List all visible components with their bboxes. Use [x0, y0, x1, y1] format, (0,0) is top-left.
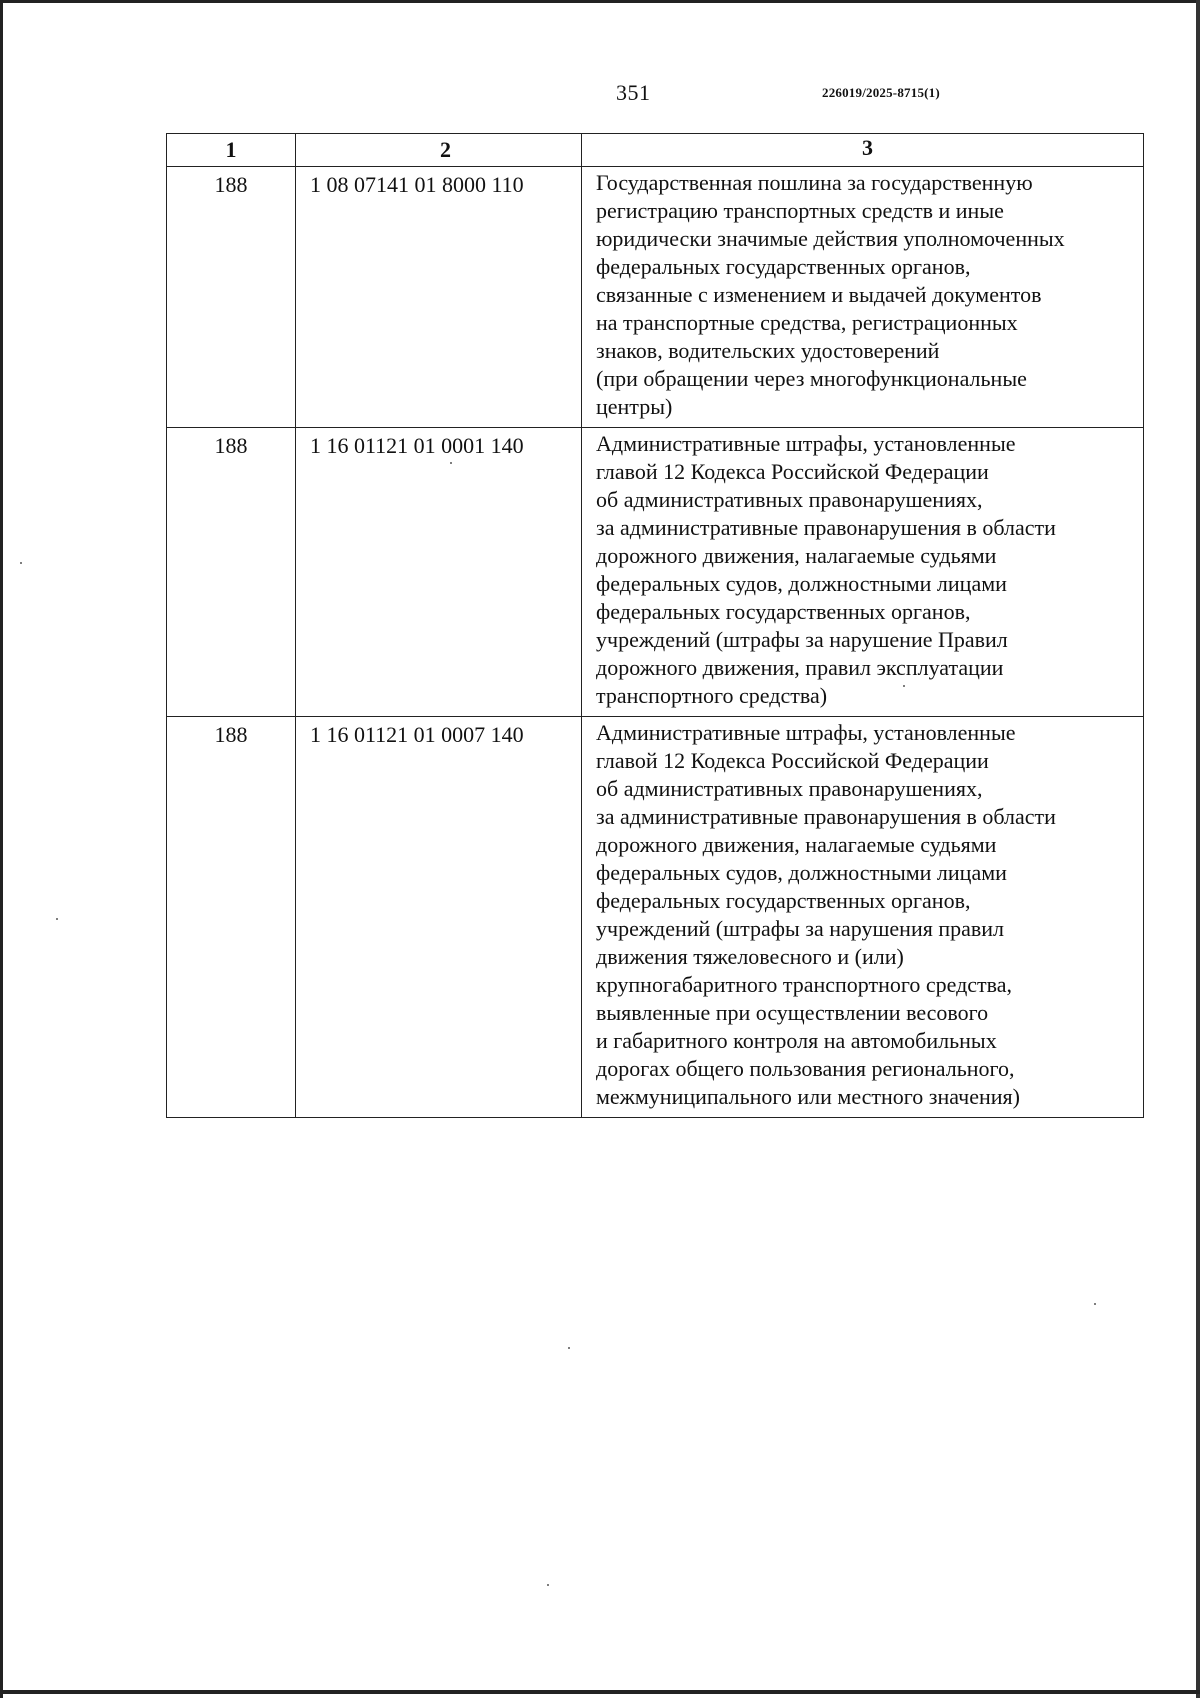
description-cell: Административные штрафы, установленные главой 12 Кодекса Российской Федерации об административных правонарушениях, за административные правонарушения в области дорожного движения, налагаемые судьями федеральных судов, должностными лицами федеральных государственных органов, учреждений (штрафы за нарушения правил движения тяжеловесного и (или) крупногабаритного транспортного средства, выявленные при осуществлении весового и габаритного контроля на автомобильных дорогах общего пользования регионального, межмуниципального или местного значения)	[582, 717, 1144, 1118]
scan-speck	[903, 685, 905, 687]
scan-edge-right	[1196, 0, 1200, 1698]
kbk-code-cell: 1 16 01121 01 0007 140	[296, 717, 582, 1118]
scan-speck	[56, 918, 58, 920]
scan-speck	[450, 462, 452, 464]
column-header-1: 1	[167, 134, 296, 167]
scan-speck	[20, 562, 22, 564]
document-id: 226019/2025-8715(1)	[822, 85, 940, 100]
admin-code-cell: 188	[167, 167, 296, 428]
description-cell: Государственная пошлина за государственную регистрацию транспортных средств и иные юридически значимые действия уполномоченных федеральных государственных органов, связанные с изменением и выдачей документов на транспортные средства, регистрационных знаков, водительских удостоверений (при обращении через многофункциональные центры)	[582, 167, 1144, 428]
table-row	[167, 428, 1144, 717]
column-header-3: 3	[582, 134, 1144, 167]
scan-speck	[1094, 1303, 1096, 1305]
scan-speck	[568, 1347, 570, 1349]
scan-edge-top	[0, 0, 1200, 3]
budget-code-table	[166, 133, 1108, 1118]
admin-code-cell: 188	[167, 428, 296, 717]
scan-speck	[547, 1584, 549, 1586]
admin-code-cell: 188	[167, 717, 296, 1118]
table-row	[167, 167, 1144, 428]
description-cell: Административные штрафы, установленные главой 12 Кодекса Российской Федерации об административных правонарушениях, за административные правонарушения в области дорожного движения, налагаемые судьями федеральных судов, должностными лицами федеральных государственных органов, учреждений (штрафы за нарушение Правил дорожного движения, правил эксплуатации транспортного средства)	[582, 428, 1144, 717]
scan-edge-bottom	[0, 1690, 1200, 1694]
column-header-2: 2	[296, 134, 582, 167]
table-header-row	[167, 134, 1144, 167]
scan-edge-left	[0, 0, 3, 1698]
table-row	[167, 717, 1144, 1118]
kbk-code-cell: 1 08 07141 01 8000 110	[296, 167, 582, 428]
page-number: 351	[616, 80, 651, 105]
kbk-code-cell: 1 16 01121 01 0001 140	[296, 428, 582, 717]
